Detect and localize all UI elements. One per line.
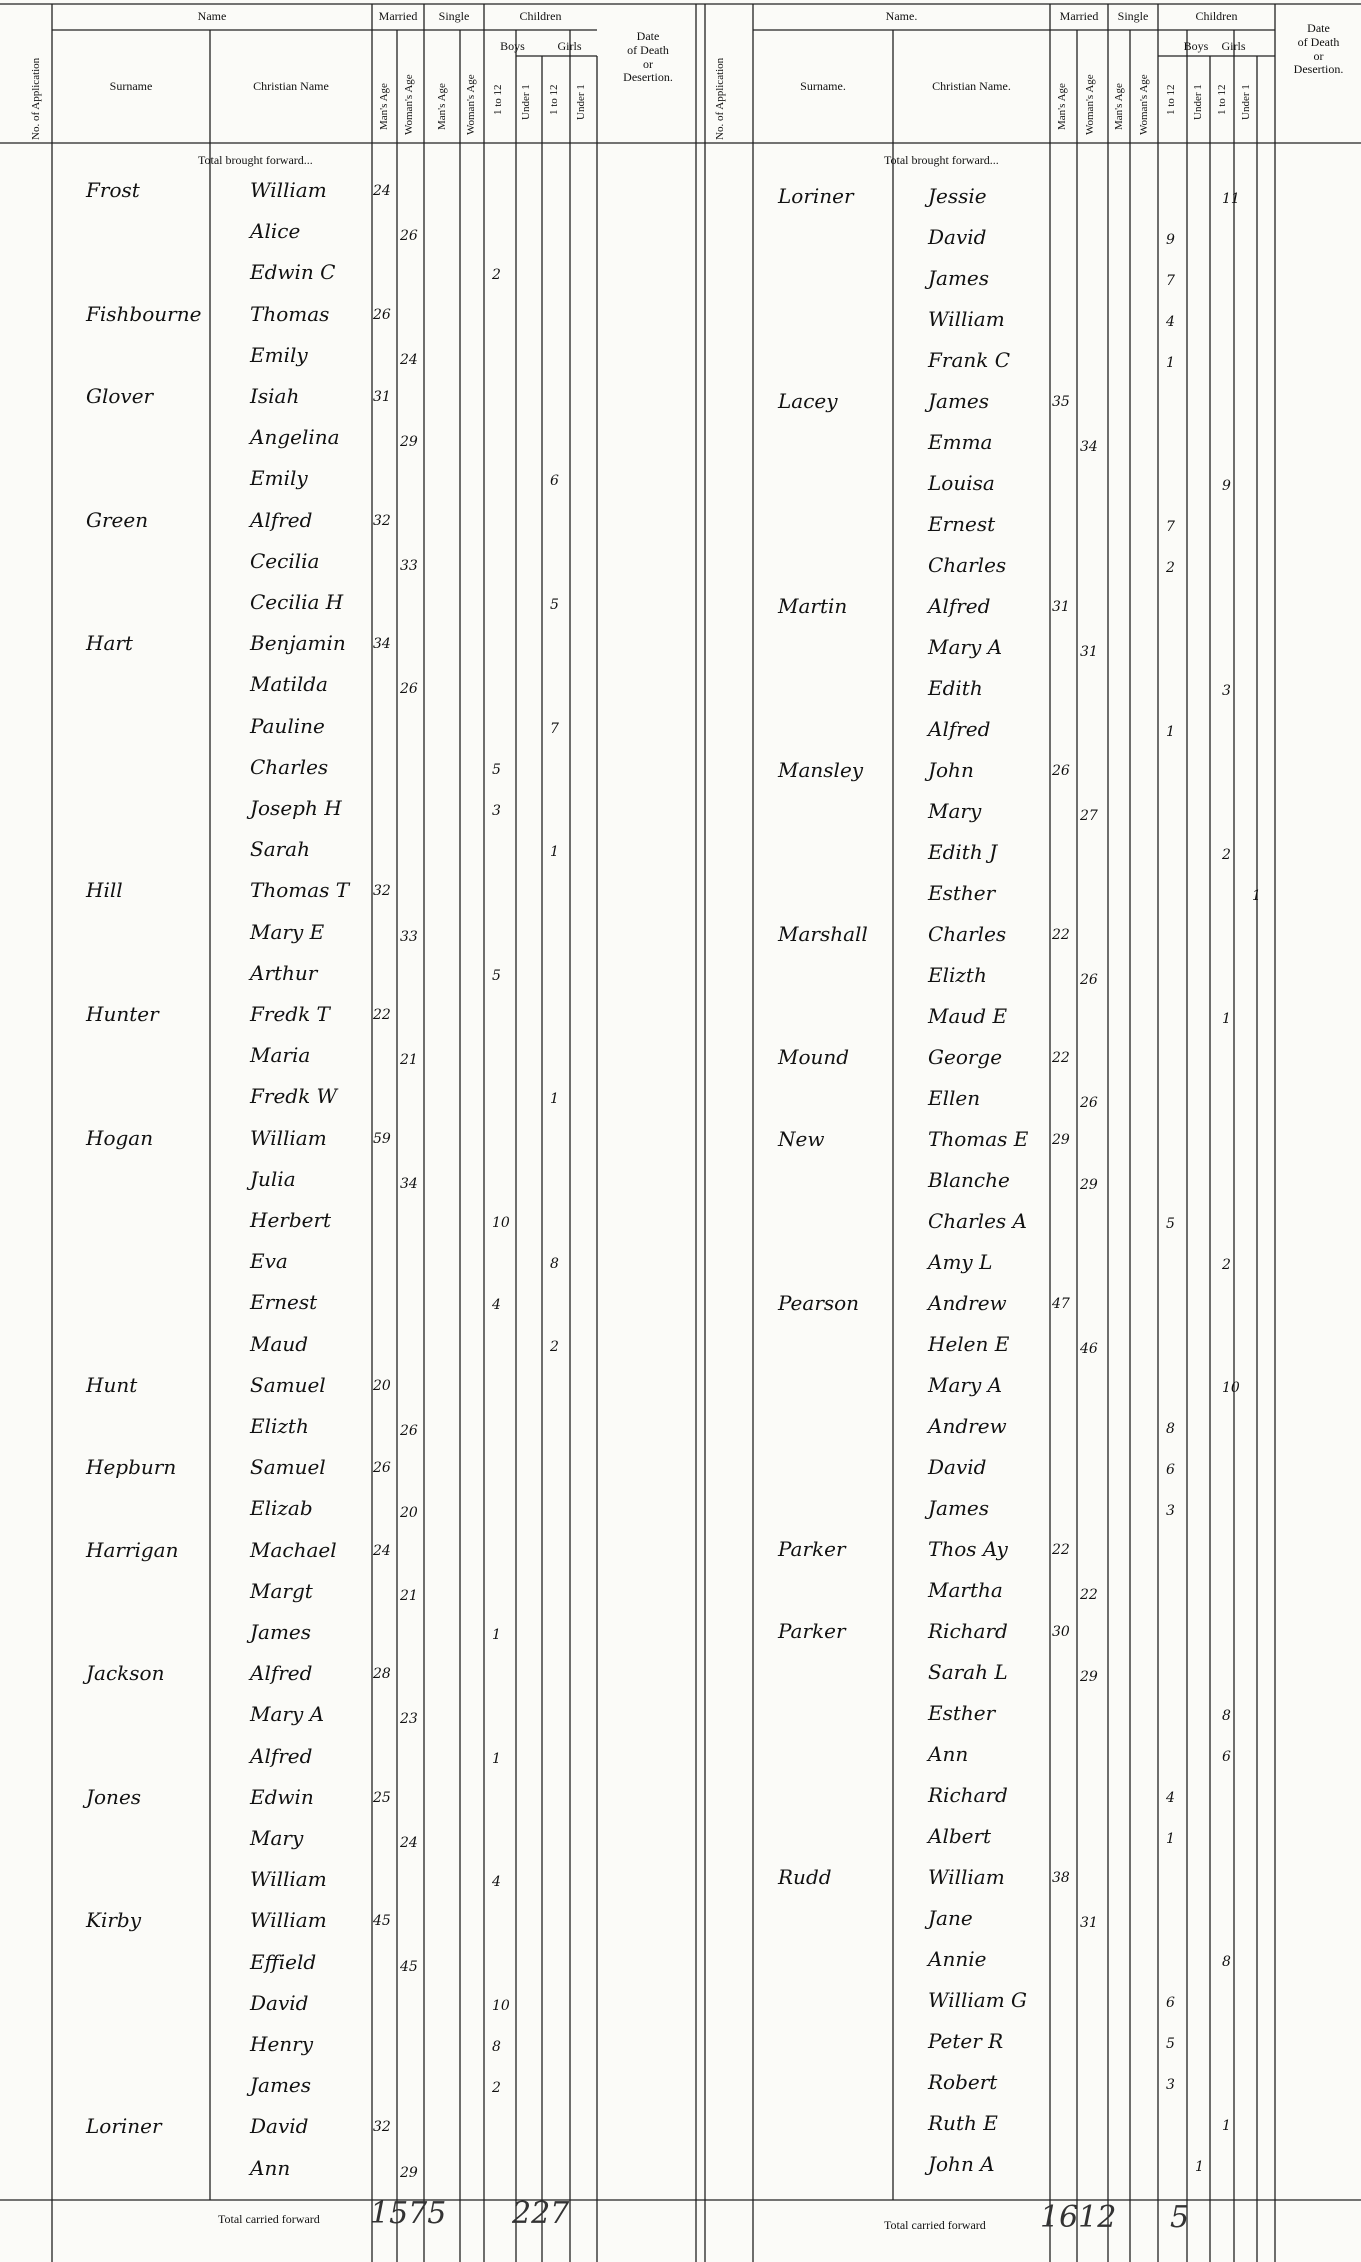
christian-name-cell: Herbert <box>250 1208 332 1232</box>
christian-name-cell: Matilda <box>250 672 328 697</box>
girls-under1-cell: 1 <box>1252 888 1261 904</box>
left-no-application-header: No. of Application <box>30 57 42 140</box>
christian-name-cell: Ann <box>250 2155 291 2180</box>
left-desertion-line: Desertion. <box>623 70 673 85</box>
christian-name-cell: Angelina <box>250 425 340 450</box>
christian-name-cell: Robert <box>928 2070 998 2094</box>
womans-age-cell: 33 <box>400 928 418 945</box>
christian-name-cell: Ruth E <box>928 2111 998 2135</box>
left-boys-under1-header: Under 1 <box>520 84 532 120</box>
mans-age-cell: 22 <box>1052 1050 1070 1066</box>
left-name-header: Name <box>197 9 227 23</box>
left-girls-1to12-header: 1 to 12 <box>548 84 560 115</box>
womans-age-cell: 34 <box>400 1175 418 1192</box>
christian-name-cell: William <box>928 307 1005 331</box>
christian-name-cell: Machael <box>250 1537 337 1562</box>
mans-age-cell: 30 <box>1052 1624 1070 1640</box>
christian-name-cell: Eva <box>250 1249 288 1274</box>
surname-cell: Mansley <box>778 758 864 782</box>
left-single-womans-age-header: Woman's Age <box>465 74 477 135</box>
surname-cell: Frost <box>86 178 140 202</box>
christian-name-cell: David <box>250 1990 309 2015</box>
christian-name-cell: William G <box>928 1988 1028 2012</box>
left-christian-name-header: Christian Name <box>253 79 329 93</box>
christian-name-cell: Helen E <box>928 1332 1010 1356</box>
boys-age-cell: 3 <box>1166 2077 1175 2093</box>
boys-age-cell: 8 <box>492 2039 501 2055</box>
girls-age-cell: 8 <box>550 1256 559 1273</box>
mans-age-cell: 22 <box>1052 1542 1070 1558</box>
womans-age-cell: 23 <box>400 1711 418 1728</box>
womans-age-cell: 26 <box>1080 1095 1098 1111</box>
christian-name-cell: Jessie <box>928 184 987 208</box>
christian-name-cell: Edith J <box>928 840 998 864</box>
christian-name-cell: Alfred <box>250 507 313 532</box>
boys-age-cell: 10 <box>492 1997 510 2014</box>
christian-name-cell: Charles <box>250 754 329 779</box>
christian-name-cell: Ellen <box>928 1086 981 1110</box>
mans-age-cell: 29 <box>1052 1132 1070 1148</box>
right-date-death-header <box>1276 22 1361 77</box>
christian-name-cell: Samuel <box>250 1372 326 1397</box>
mans-age-cell: 35 <box>1052 394 1070 410</box>
christian-name-cell: Mary A <box>928 1373 1003 1397</box>
left-date-line: Date <box>636 29 660 43</box>
christian-name-cell: Peter R <box>928 2029 1004 2053</box>
womans-age-cell: 26 <box>1080 972 1098 988</box>
right-brought-forward: Total brought forward... <box>884 153 999 167</box>
mans-age-cell: 20 <box>373 1377 391 1394</box>
boys-age-cell: 5 <box>1166 2036 1175 2052</box>
womans-age-cell: 24 <box>400 1835 418 1851</box>
left-surname-header: Surname <box>109 79 153 93</box>
girls-age-cell: 6 <box>550 473 559 490</box>
surname-cell: Hill <box>86 878 123 903</box>
womans-age-cell: 29 <box>1080 1669 1098 1685</box>
girls-age-cell: 7 <box>550 720 559 737</box>
christian-name-cell: Annie <box>928 1947 987 1971</box>
christian-name-cell: Charles A <box>928 1209 1027 1233</box>
left-children-total: 227 <box>512 2196 570 2231</box>
mans-age-cell: 22 <box>1052 927 1070 943</box>
christian-name-cell: Alfred <box>250 1743 313 1768</box>
boys-age-cell: 2 <box>492 267 501 284</box>
christian-name-cell: Emma <box>928 430 993 454</box>
left-mans-age-header: Man's Age <box>378 83 390 130</box>
christian-name-cell: Mary <box>250 1826 304 1850</box>
christian-name-cell: William <box>250 1125 327 1150</box>
surname-cell: Hunter <box>86 1002 159 1026</box>
surname-cell: Loriner <box>778 184 854 208</box>
surname-cell: Mound <box>778 1045 850 1069</box>
boys-age-cell: 9 <box>1166 232 1175 248</box>
surname-cell: Loriner <box>86 2114 162 2139</box>
christian-name-cell: Emily <box>250 466 308 491</box>
girls-age-cell: 3 <box>1222 683 1231 699</box>
right-children-total: 5 <box>1170 2200 1190 2235</box>
boys-age-cell: 1 <box>1166 355 1175 371</box>
christian-name-cell: Amy L <box>928 1250 993 1274</box>
womans-age-cell: 29 <box>400 2164 418 2181</box>
womans-age-cell: 31 <box>1080 1915 1098 1931</box>
right-surname-header: Surname. <box>800 79 846 93</box>
womans-age-cell: 31 <box>1080 644 1098 660</box>
right-boys-under1-header: Under 1 <box>1192 84 1204 120</box>
right-date-line: Date <box>1307 21 1330 35</box>
christian-name-cell: Henry <box>250 2032 314 2056</box>
girls-age-cell: 2 <box>1222 1257 1231 1273</box>
left-girls-under1-header: Under 1 <box>575 84 587 120</box>
girls-age-cell: 6 <box>1222 1749 1231 1765</box>
surname-cell: Rudd <box>778 1865 832 1889</box>
christian-name-cell: Thomas T <box>250 878 350 903</box>
right-womans-age-header: Woman's Age <box>1084 74 1096 135</box>
girls-age-cell: 10 <box>1222 1380 1240 1396</box>
christian-name-cell: Jane <box>928 1906 973 1930</box>
boys-age-cell: 6 <box>1166 1995 1175 2011</box>
left-children-header: Children <box>519 9 562 23</box>
left-or-line: or <box>643 56 653 71</box>
christian-name-cell: Charles <box>928 553 1007 577</box>
left-girls-header: Girls <box>557 39 582 53</box>
surname-cell: Parker <box>778 1537 846 1561</box>
right-married-header: Married <box>1059 9 1099 23</box>
boys-age-cell: 5 <box>1166 1216 1175 1232</box>
mans-age-cell: 45 <box>373 1913 391 1930</box>
surname-cell: Hart <box>86 631 133 656</box>
christian-name-cell: Edwin C <box>250 260 336 285</box>
christian-name-cell: Richard <box>928 1783 1008 1807</box>
womans-age-cell: 46 <box>1080 1341 1098 1357</box>
boys-under1-cell: 1 <box>1195 2159 1204 2175</box>
girls-age-cell: 1 <box>1222 2118 1231 2134</box>
right-single-header: Single <box>1117 9 1149 23</box>
left-womans-age-header: Woman's Age <box>403 74 415 135</box>
christian-name-cell: Joseph H <box>250 796 342 820</box>
surname-cell: Glover <box>86 384 154 408</box>
girls-age-cell: 1 <box>550 1091 559 1108</box>
christian-name-cell: John A <box>928 2152 995 2176</box>
mans-age-cell: 24 <box>373 183 391 199</box>
boys-age-cell: 6 <box>1166 1462 1175 1478</box>
surname-cell: Parker <box>778 1619 846 1643</box>
christian-name-cell: Elizth <box>928 963 987 987</box>
girls-age-cell: 2 <box>1222 847 1231 863</box>
right-or-line: or <box>1313 48 1324 63</box>
christian-name-cell: Maud <box>250 1331 309 1356</box>
boys-age-cell: 7 <box>1166 273 1175 289</box>
girls-age-cell: 8 <box>1222 1708 1231 1724</box>
womans-age-cell: 21 <box>400 1052 418 1069</box>
christian-name-cell: Cecilia H <box>250 590 344 614</box>
right-boys-header: Boys <box>1183 39 1209 53</box>
christian-name-cell: Samuel <box>250 1455 326 1480</box>
left-married-header: Married <box>378 9 418 23</box>
christian-name-cell: Martha <box>928 1578 1003 1602</box>
mans-age-cell: 24 <box>373 1542 391 1559</box>
womans-age-cell: 26 <box>400 1423 418 1439</box>
christian-name-cell: Ann <box>928 1742 969 1766</box>
christian-name-cell: Ernest <box>250 1290 318 1315</box>
right-desertion-line: Desertion. <box>1293 62 1344 77</box>
christian-name-cell: Esther <box>928 1701 996 1725</box>
christian-name-cell: Andrew <box>928 1291 1007 1315</box>
surname-cell: New <box>778 1127 825 1151</box>
girls-age-cell: 2 <box>550 1338 559 1355</box>
girls-age-cell: 8 <box>1222 1954 1231 1970</box>
boys-age-cell: 4 <box>1166 1790 1175 1806</box>
christian-name-cell: David <box>250 2114 309 2139</box>
boys-age-cell: 1 <box>1166 1831 1175 1847</box>
boys-age-cell: 5 <box>492 761 501 778</box>
mans-age-cell: 26 <box>373 306 391 323</box>
womans-age-cell: 33 <box>400 557 418 574</box>
christian-name-cell: Edwin <box>250 1784 314 1809</box>
boys-age-cell: 1 <box>492 1750 501 1767</box>
right-carried-total: 1612 <box>1040 2200 1117 2235</box>
right-name-header: Name. <box>885 9 918 23</box>
womans-age-cell: 29 <box>400 434 418 451</box>
womans-age-cell: 27 <box>1080 808 1098 824</box>
christian-name-cell: Elizth <box>250 1414 309 1438</box>
girls-age-cell: 1 <box>1222 1011 1231 1027</box>
christian-name-cell: Louisa <box>928 471 995 495</box>
mans-age-cell: 32 <box>373 512 391 529</box>
christian-name-cell: Mary A <box>928 635 1003 659</box>
right-girls-1to12-header: 1 to 12 <box>1216 84 1228 115</box>
boys-age-cell: 1 <box>492 1627 501 1643</box>
christian-name-cell: James <box>250 2073 312 2098</box>
christian-name-cell: Sarah L <box>928 1660 1008 1684</box>
boys-age-cell: 4 <box>492 1297 501 1314</box>
christian-name-cell: Thomas E <box>928 1127 1029 1151</box>
christian-name-cell: Isiah <box>250 384 300 408</box>
christian-name-cell: Edith <box>928 676 983 700</box>
surname-cell: Jackson <box>86 1661 165 1686</box>
mans-age-cell: 47 <box>1052 1296 1070 1312</box>
christian-name-cell: Alfred <box>250 1661 313 1686</box>
surname-cell: Hogan <box>86 1125 154 1150</box>
right-girls-header: Girls <box>1221 39 1246 53</box>
christian-name-cell: Mary E <box>250 919 325 944</box>
christian-name-cell: Maud E <box>928 1004 1008 1028</box>
christian-name-cell: Andrew <box>928 1414 1007 1438</box>
mans-age-cell: 28 <box>373 1666 391 1683</box>
surname-cell: Lacey <box>778 389 838 413</box>
girls-age-cell: 11 <box>1222 191 1240 207</box>
christian-name-cell: George <box>928 1045 1003 1069</box>
christian-name-cell: William <box>928 1865 1005 1889</box>
christian-name-cell: Fredk W <box>250 1084 338 1109</box>
womans-age-cell: 22 <box>1080 1587 1098 1603</box>
surname-cell: Harrigan <box>86 1537 179 1562</box>
boys-age-cell: 3 <box>492 803 501 819</box>
christian-name-cell: Julia <box>250 1166 296 1191</box>
christian-name-cell: Ernest <box>928 512 996 536</box>
surname-cell: Green <box>86 507 149 532</box>
surname-cell: Jones <box>86 1784 142 1809</box>
womans-age-cell: 21 <box>400 1587 418 1604</box>
right-carried-forward: Total carried forward <box>884 2218 986 2232</box>
girls-age-cell: 5 <box>550 597 559 613</box>
surname-cell: Kirby <box>86 1908 141 1933</box>
mans-age-cell: 22 <box>373 1007 391 1023</box>
christian-name-cell: Albert <box>928 1824 992 1848</box>
right-girls-under1-header: Under 1 <box>1240 84 1252 120</box>
christian-name-cell: James <box>250 1620 312 1644</box>
christian-name-cell: James <box>928 389 990 413</box>
christian-name-cell: Emily <box>250 342 308 367</box>
surname-cell: Hepburn <box>86 1455 177 1480</box>
christian-name-cell: Charles <box>928 922 1007 946</box>
womans-age-cell: 24 <box>400 351 418 368</box>
christian-name-cell: Frank C <box>928 348 1011 372</box>
christian-name-cell: James <box>928 1496 990 1520</box>
christian-name-cell: Mary A <box>250 1702 325 1727</box>
christian-name-cell: Thomas <box>250 301 330 326</box>
womans-age-cell: 20 <box>400 1505 418 1522</box>
christian-name-cell: Maria <box>250 1043 311 1068</box>
left-boys-1to12-header: 1 to 12 <box>492 84 504 115</box>
left-date-death-header <box>600 30 696 85</box>
right-no-application-header: No. of Application <box>714 57 726 140</box>
girls-age-cell: 1 <box>550 844 559 861</box>
christian-name-cell: Richard <box>928 1619 1008 1643</box>
christian-name-cell: James <box>928 266 990 290</box>
boys-age-cell: 8 <box>1166 1421 1175 1437</box>
surname-cell: Martin <box>778 594 848 618</box>
left-of-death-line: of Death <box>627 42 669 57</box>
womans-age-cell: 45 <box>400 1958 418 1975</box>
womans-age-cell: 26 <box>400 681 418 698</box>
boys-age-cell: 4 <box>1166 314 1175 330</box>
left-carried-total: 1575 <box>370 2196 447 2231</box>
christian-name-cell: David <box>928 1455 987 1479</box>
christian-name-cell: Fredk T <box>250 1002 330 1026</box>
christian-name-cell: Alfred <box>928 594 991 618</box>
boys-age-cell: 5 <box>492 967 501 984</box>
christian-name-cell: Alice <box>250 219 301 244</box>
mans-age-cell: 59 <box>373 1130 391 1147</box>
mans-age-cell: 34 <box>373 636 391 653</box>
left-single-header: Single <box>438 9 470 23</box>
right-boys-1to12-header: 1 to 12 <box>1165 84 1177 115</box>
mans-age-cell: 31 <box>1052 599 1070 615</box>
christian-name-cell: Benjamin <box>250 631 346 656</box>
womans-age-cell: 34 <box>1080 439 1098 455</box>
christian-name-cell: Pauline <box>250 713 325 738</box>
right-children-header: Children <box>1195 9 1238 23</box>
mans-age-cell: 31 <box>373 389 391 405</box>
christian-name-cell: William <box>250 1908 327 1933</box>
christian-name-cell: David <box>928 225 987 249</box>
christian-name-cell: Effield <box>250 1949 317 1974</box>
surname-cell: Fishbourne <box>86 301 202 326</box>
christian-name-cell: William <box>250 1867 327 1892</box>
mans-age-cell: 32 <box>373 2119 391 2136</box>
christian-name-cell: Cecilia <box>250 548 320 573</box>
surname-cell: Hunt <box>86 1372 138 1397</box>
right-christian-name-header: Christian Name. <box>932 79 1011 93</box>
christian-name-cell: Blanche <box>928 1168 1010 1192</box>
boys-age-cell: 3 <box>1166 1503 1175 1519</box>
womans-age-cell: 26 <box>400 228 418 245</box>
womans-age-cell: 29 <box>1080 1177 1098 1193</box>
boys-age-cell: 2 <box>492 2080 501 2097</box>
mans-age-cell: 26 <box>373 1460 391 1477</box>
mans-age-cell: 38 <box>1052 1870 1070 1886</box>
christian-name-cell: Arthur <box>250 960 318 985</box>
boys-age-cell: 4 <box>492 1874 501 1891</box>
christian-name-cell: William <box>250 178 327 202</box>
mans-age-cell: 32 <box>373 883 391 900</box>
christian-name-cell: Elizab <box>250 1496 313 1521</box>
christian-name-cell: Esther <box>928 881 996 905</box>
girls-age-cell: 9 <box>1222 478 1231 494</box>
left-carried-forward: Total carried forward <box>218 2212 320 2226</box>
left-single-mans-age-header: Man's Age <box>436 83 448 130</box>
christian-name-cell: Alfred <box>928 717 991 741</box>
christian-name-cell: John <box>928 758 974 782</box>
left-brought-forward: Total brought forward... <box>198 153 313 167</box>
mans-age-cell: 26 <box>1052 763 1070 779</box>
christian-name-cell: Thos Ay <box>928 1537 1008 1561</box>
christian-name-cell: Mary <box>928 799 982 823</box>
boys-age-cell: 2 <box>1166 560 1175 576</box>
right-mans-age-header: Man's Age <box>1056 83 1068 130</box>
right-of-death-line: of Death <box>1297 34 1340 49</box>
boys-age-cell: 1 <box>1166 724 1175 740</box>
left-boys-header: Boys <box>500 39 525 53</box>
boys-age-cell: 10 <box>492 1215 510 1231</box>
mans-age-cell: 25 <box>373 1789 391 1806</box>
christian-name-cell: Margt <box>250 1578 313 1603</box>
right-single-womans-age-header: Woman's Age <box>1138 74 1150 135</box>
christian-name-cell: Sarah <box>250 837 310 862</box>
right-single-mans-age-header: Man's Age <box>1113 83 1125 130</box>
surname-cell: Pearson <box>778 1291 860 1315</box>
surname-cell: Marshall <box>778 922 868 946</box>
boys-age-cell: 7 <box>1166 519 1175 535</box>
